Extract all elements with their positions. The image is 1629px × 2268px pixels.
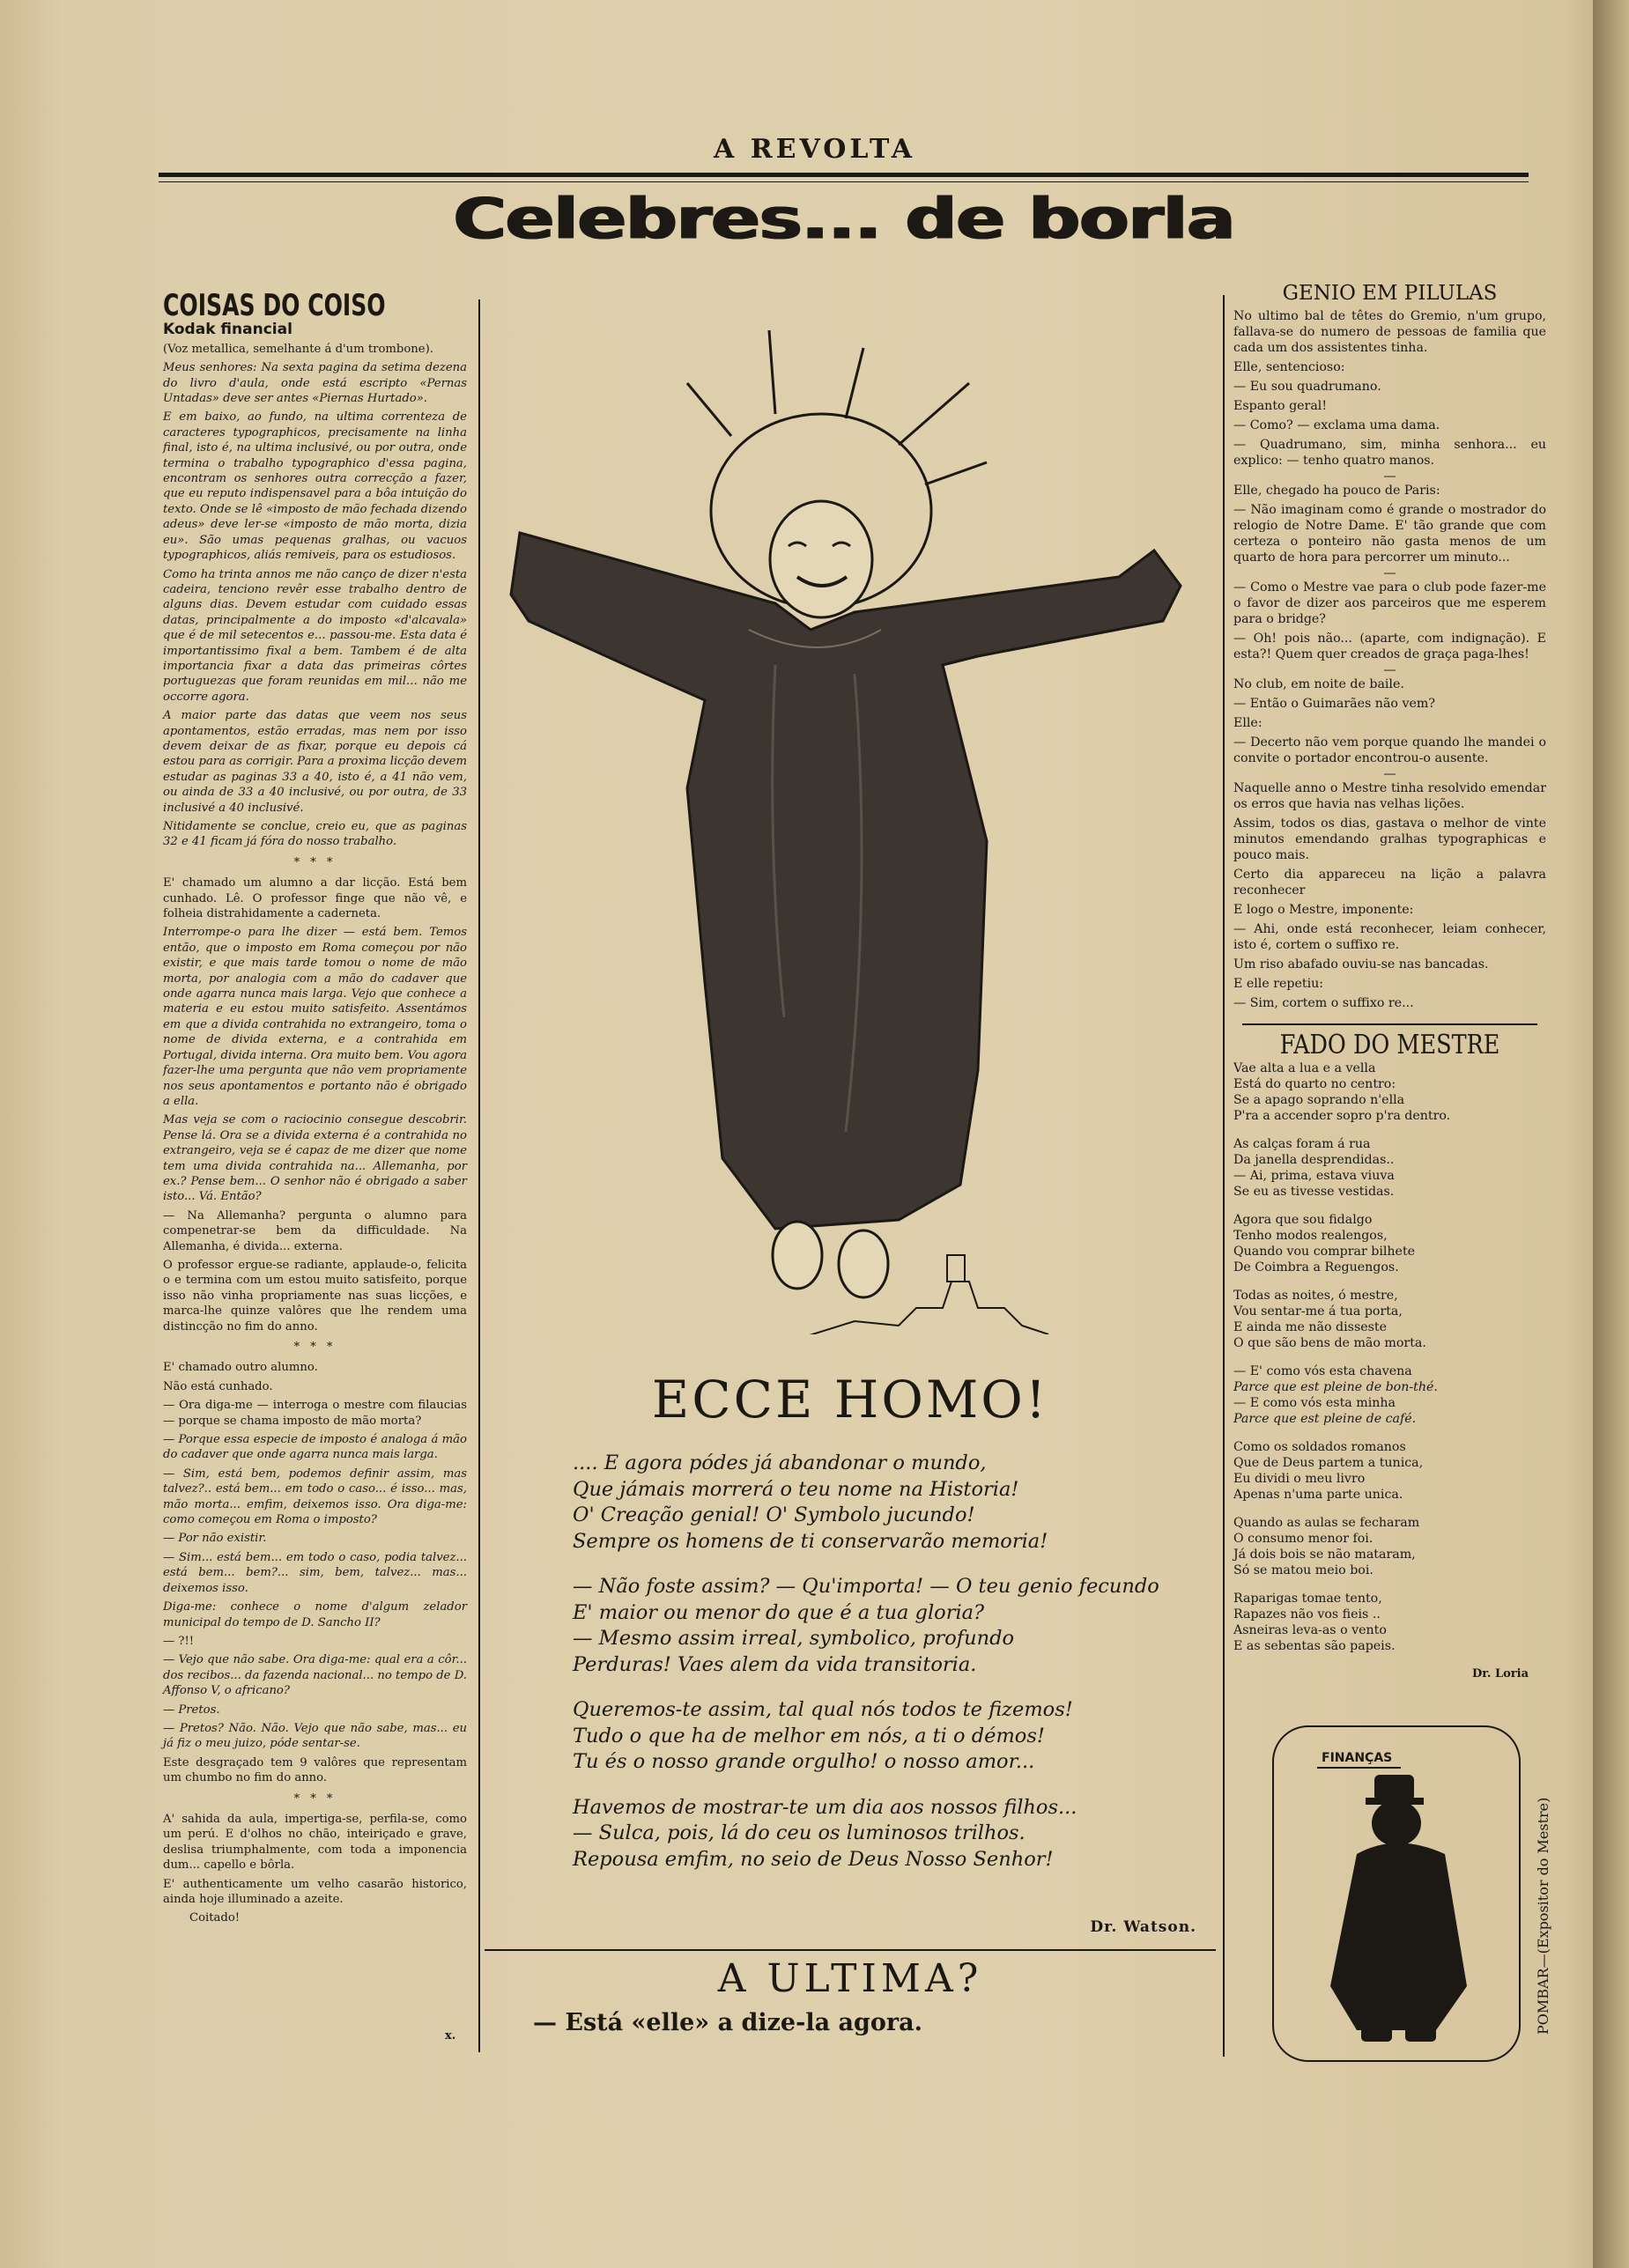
fado-stanza — [1233, 1212, 1546, 1275]
poem-stanza — [573, 1795, 1189, 1873]
poem-line: Sempre os homens de ti conservarão memoria! — [573, 1529, 1048, 1553]
paragraph: Naquelle anno o Mestre tinha resolvido emendar os erros que havia nas velhas lições. — [1233, 781, 1546, 811]
caricature-illustration — [485, 295, 1216, 1334]
poem-line: Havemos de mostrar-te um dia aos nossos filhos... — [573, 1795, 1077, 1819]
verse-line: Quando as aulas se fecharam — [1233, 1516, 1420, 1530]
verse-line: O que são bens de mão morta. — [1233, 1336, 1426, 1350]
verse-line: Que de Deus partem a tunica, — [1233, 1456, 1424, 1470]
paragraph: — Como? — exclama uma dama. — [1233, 418, 1440, 432]
paragraph: — Então o Guimarães não vem? — [1233, 697, 1435, 711]
verse-line: Já dois bois se não mataram, — [1233, 1548, 1416, 1562]
verse-line: Parce que est pleine de bon-thé. — [1233, 1380, 1438, 1394]
bishop-figure-icon — [511, 501, 1181, 1297]
cartoon-label: FINANÇAS — [1322, 1751, 1393, 1765]
paragraph: Este desgraçado tem 9 valôres que representam um chumbo no fim do anno. — [163, 1755, 467, 1785]
paragraph: Diga-me: conhece o nome d'algum zelador municipal do tempo de D. Sancho II? — [163, 1600, 467, 1629]
verse-line: Se a apago soprando n'ella — [1233, 1093, 1405, 1107]
ecce-homo-title: ECCE HOMO! — [651, 1370, 1049, 1430]
fado-verse — [1233, 1060, 1546, 1654]
column-rule-right — [1223, 295, 1225, 2057]
paragraph: — Quadrumano, sim, minha senhora... eu explico: — tenho quatro manos. — [1233, 438, 1546, 468]
verse-line: As calças foram á rua — [1233, 1137, 1371, 1151]
separator-dash: — — [1383, 469, 1396, 484]
verse-line: Está do quarto no centro: — [1233, 1077, 1396, 1091]
poem-line: Tudo o que ha de melhor em nós, a ti o démos! — [573, 1724, 1045, 1747]
paragraph: Certo dia appareceu na lição a palavra reconhecer — [1233, 868, 1546, 898]
paragraph: — Oh! pois não... (aparte, com indignação). E esta?! Quem quer creados de graça paga-lhes! — [1233, 632, 1546, 661]
verse-line: Asneiras leva-as o vento — [1233, 1623, 1387, 1637]
poem-stanza — [573, 1451, 1189, 1555]
center-rule — [485, 1949, 1216, 1951]
left-column — [163, 288, 467, 1930]
verse-line: Eu dividi o meu livro — [1233, 1472, 1366, 1486]
verse-line: Tenho modos realengos, — [1233, 1229, 1388, 1243]
paragraph: Como ha trinta annos me não canço de dizer n'esta cadeira, tenciono revêr esse trabalho dentro de alguns dias. Devem estudar com cuidado essas datas, principalmente a do imposto «d'alcavala» que é de mil setecentos e... passou-me. Esta data é importantissimo fixal a bem. Tambem é de alta importancia fixar a data das primeiras côrtes portuguezas que foram reunidas em mil... não me occorre agora. — [163, 567, 467, 704]
pombar-cartoon — [1269, 1722, 1524, 2065]
fado-signature: Dr. Loria — [1471, 1667, 1529, 1681]
paragraph: — Decerto não vem porque quando lhe mandei o convite o portador encontrou-o ausente. — [1233, 735, 1546, 765]
fado-stanza — [1233, 1591, 1546, 1654]
paragraph: — Sim... está bem... em todo o caso, podia talvez... está bem... bem?... sim, bem, talvez... mas... deixemos isso. — [163, 1550, 467, 1595]
paragraph: — ?!! — [163, 1634, 195, 1648]
genio-title: GENIO EM PILULAS — [1282, 282, 1498, 305]
poem-line: Queremos-te assim, tal qual nós todos te fizemos! — [573, 1698, 1073, 1721]
fado-title: FADO DO MESTRE — [1279, 1030, 1500, 1060]
paragraph: — Na Allemanha? pergunta o alumno para compenetrar-se bem da difficuldade. Na Allemanha, é divida... externa. — [163, 1208, 467, 1253]
fado-stanza — [1233, 1439, 1546, 1503]
verse-line: Rapazes não vos fieis .. — [1233, 1607, 1381, 1622]
separator-dash: — — [1383, 663, 1396, 677]
paragraph: E' authenticamente um velho casarão historico, ainda hoje illuminado a azeite. — [163, 1877, 467, 1906]
paragraph: Coitado! — [189, 1911, 241, 1925]
column-rule-left — [478, 299, 480, 2052]
paragraph: — Pretos? Não. Não. Vejo que não sabe, mas... eu já fiz o meu juizo, póde sentar-se. — [163, 1721, 467, 1751]
left-column-title: COISAS DO COISO — [163, 288, 386, 323]
pombar-silhouette-icon — [1330, 1775, 1467, 2042]
paragraph: Meus senhores: Na sexta pagina da setima dezena do livro d'aula, onde está escripto «Pernas Untadas» deve ser antes «Piernas Hurtado». — [163, 361, 467, 406]
verse-line: Como os soldados romanos — [1233, 1440, 1406, 1454]
ultima-text: — Está «elle» a dize-la agora. — [533, 2009, 922, 2036]
paragraph: Interrompe-o para lhe dizer — está bem. Temos então, que o imposto em Roma começou por não existir, e que mais tarde tomou o nome de mão morta, por analogia com a mão do cadaver que onde agarra nunca mais larga. Vejo que conhece a materia e eu estou muito satisfeito. Assentámos em que a divida contrahida no extrangeiro, toma o nome de divida externa, e a contrahida em Portugal, divida interna. Ora muito bem. Vou agora fazer-lhe uma pergunta que não vem propriamente nos seus apontamentos e portanto não é obrigado a ella. — [163, 926, 467, 1108]
poem-line: O' Creação genial! O' Symbolo jucundo! — [573, 1503, 975, 1526]
poem-line: Repousa emfim, no seio de Deus Nosso Senhor! — [573, 1847, 1054, 1871]
poem-line: .... E agora pódes já abandonar o mundo, — [573, 1452, 987, 1474]
poem-line: Perduras! Vaes alem da vida transitoria. — [573, 1652, 977, 1676]
fado-stanza — [1233, 1363, 1546, 1427]
verse-line: O consumo menor foi. — [1233, 1532, 1374, 1546]
paragraph: Elle: — [1233, 716, 1262, 730]
left-signature: x. — [445, 2029, 456, 2043]
paragraph: — Vejo que não sabe. Ora diga-me: qual era a côr... dos recibos... da fazenda nacional... no tempo de D. Affonso V, o africano? — [163, 1653, 467, 1698]
paragraph: No ultimo bal de têtes do Gremio, n'um grupo, fallava-se do numero de pessoas de familia que cada um dos assistentes tinha. — [1233, 309, 1546, 355]
paragraph: Não está cunhado. — [163, 1379, 273, 1393]
paragraph: — Como o Mestre vae para o club pode fazer-me o favor de dizer aos parceiros que me esperem para o bridge? — [1233, 580, 1546, 626]
paragraph: — Porque essa especie de imposto é analoga á mão do cadaver que onde agarra nunca mais larga. — [163, 1433, 467, 1462]
poem-stanza — [573, 1697, 1189, 1776]
paragraph: — Eu sou quadrumano. — [1233, 380, 1381, 394]
poem-line: — Mesmo assim irreal, symbolico, profundo — [573, 1627, 1015, 1650]
paragraph: No club, em noite de baile. — [1233, 677, 1404, 691]
halo-rays-icon — [687, 330, 987, 484]
pombar-caption: POMBAR—(Expositor do Mestre) — [1535, 1797, 1551, 2035]
verse-line: Vae alta a lua e a vella — [1233, 1061, 1376, 1075]
verse-line: Parce que est pleine de café. — [1233, 1412, 1417, 1426]
paragraph: E logo o Mestre, imponente: — [1233, 903, 1414, 917]
separator-dash: — — [1383, 767, 1396, 781]
paragraph: E' chamado um alumno a dar licção. Está bem cunhado. Lê. O professor finge que não vê, e folheia distrahidamente a caderneta. — [163, 876, 467, 921]
verse-line: — Ai, prima, estava viuva — [1233, 1169, 1395, 1183]
paragraph: — Sim, cortem o suffixo re... — [1233, 996, 1414, 1010]
fado-stanza — [1233, 1515, 1546, 1578]
fado-stanza — [1233, 1136, 1546, 1200]
verse-line: Quando vou comprar bilhete — [1233, 1245, 1416, 1259]
masthead-rule — [159, 173, 1529, 177]
verse-line: Da janella desprendidas.. — [1233, 1153, 1395, 1167]
paragraph: A maior parte das datas que veem nos seus apontamentos, estão erradas, mas nem por isso devem deixar de as fixar, porque eu depois cá estou para as corrigir. Para a proxima licção devem estudar as paginas 33 a 40, isto é, a 41 não vem, ou ainda de 33 a 40 inclusivé, ou por outra, de 33 inclusivé a 40 inclusivé. — [163, 709, 467, 815]
verse-line: De Coimbra a Reguengos. — [1233, 1260, 1399, 1274]
section-stars: * * * — [293, 855, 337, 869]
paragraph: E elle repetiu: — [1233, 977, 1324, 991]
paragraph: Assim, todos os dias, gastava o melhor de vinte minutos emendando gralhas typographicas e pouco mais. — [1233, 816, 1546, 862]
paragraph: Elle, chegado ha pouco de Paris: — [1233, 484, 1440, 498]
poem-line: — Sulca, pois, lá do ceu os luminosos trilhos. — [573, 1821, 1026, 1844]
left-column-subtitle: Kodak financial — [163, 321, 292, 339]
paragraph: — Não imaginam como é grande o mostrador do relogio de Notre Dame. E' tão grande que com certeza o ponteiro não gasta menos de um quarto de hora para percorrer um minuto... — [1233, 503, 1546, 565]
paragraph: — Sim, está bem, podemos definir assim, mas talvez?.. está bem... em todo o caso... é isso... mas, mão morta... emfim, deixemos isso. Ora diga-me: como começou em Roma o imposto? — [163, 1466, 467, 1527]
verse-line: Apenas n'uma parte unica. — [1233, 1488, 1403, 1502]
paragraph: (Voz metallica, semelhante á d'um trombone). — [163, 342, 433, 356]
verse-line: Vou sentar-me á tua porta, — [1233, 1304, 1403, 1319]
verse-line: Agora que sou fidalgo — [1233, 1213, 1373, 1227]
paragraph: Elle, sentencioso: — [1233, 360, 1345, 374]
poem-signature: Dr. Watson. — [1090, 1918, 1196, 1936]
fado-stanza — [1233, 1288, 1546, 1351]
fado-stanza — [1233, 1060, 1546, 1124]
verse-line: Se eu as tivesse vestidas. — [1233, 1185, 1395, 1199]
page-edge — [1593, 0, 1629, 2268]
masthead-rule-thin — [159, 181, 1529, 182]
verse-line: E ainda me não disseste — [1233, 1320, 1388, 1334]
verse-line: — E' como vós esta chavena — [1233, 1364, 1412, 1378]
paragraph: — Pretos. — [163, 1703, 220, 1717]
section-stars: * * * — [293, 1341, 337, 1354]
verse-line: E as sebentas são papeis. — [1233, 1639, 1396, 1653]
poem-line: — Não foste assim? — Qu'importa! — O teu genio fecundo — [573, 1575, 1159, 1598]
paragraph: Um riso abafado ouviu-se nas bancadas. — [1233, 957, 1489, 971]
paragraph: E' chamado outro alumno. — [163, 1361, 318, 1375]
verse-line: P'ra a accender sopro p'ra dentro. — [1233, 1109, 1451, 1123]
poem-stanza — [573, 1574, 1189, 1678]
section-stars: * * * — [293, 1791, 337, 1806]
paragraph: — Por não existir. — [163, 1532, 267, 1546]
verse-line: Raparigas tomae tento, — [1233, 1592, 1382, 1606]
masthead: A REVOLTA — [713, 134, 915, 165]
paragraph: Espanto geral! — [1233, 399, 1328, 413]
headline: Celebres... de borla — [453, 187, 1234, 253]
section-divider — [1233, 1018, 1546, 1031]
right-column — [1233, 282, 1546, 1682]
poem-line: Que jámais morrerá o teu nome na Historia! — [573, 1477, 1019, 1501]
verse-line: Só se matou meio boi. — [1233, 1563, 1374, 1577]
paragraph: A' sahida da aula, impertiga-se, perfila-se, como um perú. E d'olhos no chão, inteiriçado e grave, deslisa triumphalmente, com toda a imponencia dum... capello e bôrla. — [163, 1812, 467, 1873]
paragraph: — Ahi, onde está reconhecer, leiam conhecer, isto é, cortem o suffixo re. — [1233, 922, 1546, 952]
verse-line: — E como vós esta minha — [1233, 1396, 1396, 1410]
ultima-title: A ULTIMA? — [717, 1956, 983, 2001]
poem-line: E' maior ou menor do que é a tua gloria? — [573, 1600, 985, 1624]
poem-line: Tu és o nosso grande orgulho! o nosso amor... — [573, 1750, 1035, 1773]
verse-line: Todas as noites, ó mestre, — [1233, 1289, 1398, 1303]
paragraph: — Ora diga-me — interroga o mestre com filaucias — porque se chama imposto de mão morta? — [163, 1399, 467, 1428]
separator-dash: — — [1383, 566, 1396, 580]
paragraph: Mas veja se com o raciocinio consegue descobrir. Pense lá. Ora se a divida externa é a contrahida no extrangeiro, veja se é capaz de me dizer que nome tem uma divida contrahida na... Allemanha, por ex.? Pense bem... O senhor não é obrigado a saber isto... Vá. Então? — [163, 1113, 467, 1204]
paragraph: O professor ergue-se radiante, applaude-o, felicita o e termina com um estou muito satisfeito, porque isso não vinha propriamente nas suas licções, e marca-lhe quinze valôres que lhe rendem uma distincção no fim do anno. — [163, 1258, 467, 1333]
paragraph: E em baixo, ao fundo, na ultima correnteza de caracteres typographicos, precisamente na linha final, isto é, na ultima inclusivé, ou por outra, onde termina o trabalho typographico d'essa pagina, encontram os senhores outra correcção a fazer, que eu reputo indispensavel para a bôa intuição do texto. Onde se lê «imposto de mão fechada dizendo adeus» deve ler-se «imposto de mão morta, dizia eu». São umas pequenas gralhas, ou vacuos typographicos, aliás remiveis, para os estudiosos. — [163, 410, 467, 563]
poem — [573, 1451, 1189, 1892]
paragraph: Nitidamente se conclue, creio eu, que as paginas 32 e 41 ficam já fóra do nosso trabalho. — [163, 820, 467, 849]
